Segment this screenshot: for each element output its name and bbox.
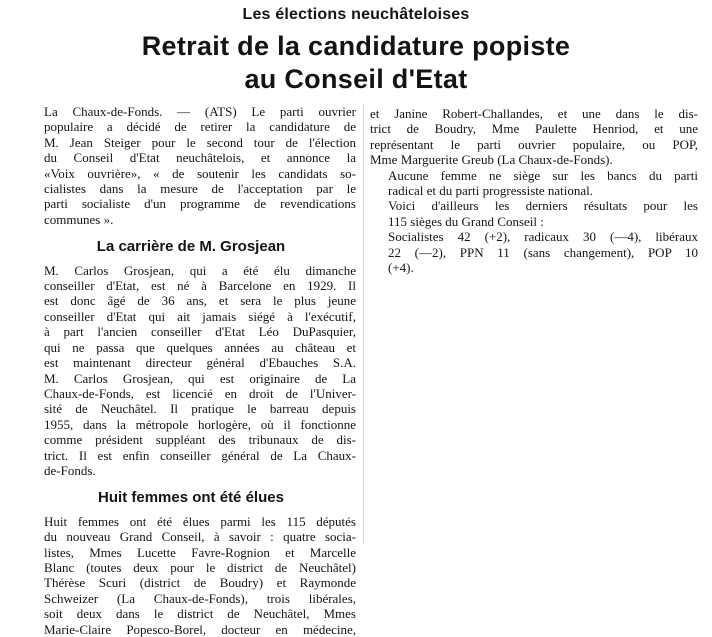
text-line: conseiller d'Etat qui ait jamais siégé à l'exécutif,: [44, 308, 356, 324]
text-line: Mme Marguerite Greub (La Chaux-de-Fonds).: [370, 152, 613, 168]
text-line: représentant le parti ouvrier populaire, ou POP,: [370, 136, 698, 152]
text-line: populaire a décidé de retirer la candidature de: [44, 119, 356, 135]
right-column: [370, 106, 698, 275]
text-line: est donc âgé de 36 ans, et sera le plus jeune: [44, 293, 356, 309]
text-line: «Voix ouvrière», « de soutenir les candidats so-: [44, 165, 356, 181]
career-paragraph: [26, 263, 356, 479]
headline-line-1: Retrait de la candidature popiste: [141, 31, 571, 61]
text-line: Thérèse Scuri (district de Boudry) et Raymonde: [44, 575, 356, 591]
text-line: qui ne passa que quelques années au château et: [44, 339, 356, 355]
text-line: et Janine Robert-Challandes, et une dans le dis-: [370, 106, 698, 121]
kicker: Les élections neuchâteloises: [242, 6, 470, 23]
intro-paragraph: [26, 104, 356, 227]
continuation-paragraph: [370, 106, 698, 168]
text-line: de-Fonds.: [44, 462, 96, 478]
text-line: comme président suppléant des tribunaux de dis-: [44, 432, 356, 448]
text-line: Blanc (toutes deux pour le district de Neuchâtel): [44, 559, 356, 575]
text-line: Huit femmes ont été élues parmi les 115 députés: [44, 513, 356, 529]
section-heading-career: La carrière de M. Grosjean: [96, 238, 286, 256]
text-line: M. Jean Steiger pour le second tour de l'élection: [44, 134, 356, 150]
women-paragraph: [26, 514, 356, 637]
text-line: parti socialiste d'un programme de revendications: [44, 196, 356, 212]
text-line: sité de Neuchâtel. Il pratique le barreau depuis: [44, 401, 356, 417]
text-line: du nouveau Grand Conseil, à savoir : quatre socia-: [44, 529, 356, 545]
column-divider: [363, 104, 364, 544]
text-line: Chaux-de-Fonds, est licencié en droit de l'Univer-: [44, 385, 356, 401]
text-line: 115 sièges du Grand Conseil :: [388, 213, 544, 229]
text-line: Voici d'ailleurs les derniers résultats pour les: [388, 198, 698, 214]
text-line: La Chaux-de-Fonds. — (ATS) Le parti ouvrier: [44, 104, 356, 119]
text-line: 1955, dans la métropole horlogère, où il fonctionne: [44, 416, 356, 432]
results-intro-paragraph: [370, 198, 698, 229]
text-line: radical et du parti progressiste national.: [388, 183, 594, 199]
results-paragraph: [370, 229, 698, 275]
text-line: 22 (—2), PPN 11 (sans changement), POP 10: [388, 244, 698, 260]
text-line: trict de Boudry, Mme Paulette Henriod, et une: [370, 121, 698, 137]
text-line: soit deux dans le district de Neuchâtel, Mmes: [44, 606, 356, 622]
section-heading-women: Huit femmes ont été élues: [98, 489, 284, 507]
headline: [0, 30, 712, 96]
text-line: Aucune femme ne siège sur les bancs du parti: [388, 167, 698, 183]
text-line: conseiller d'Etat, est né à Barcelone en 1929. Il: [44, 278, 356, 294]
text-line: cialistes dans la mesure de l'acceptation par le: [44, 181, 356, 197]
text-line: listes, Mmes Lucette Favre-Rognion et Marcelle: [44, 544, 356, 560]
text-line: à part l'ancien conseiller d'Etat Léo DuPasquier,: [44, 324, 356, 340]
text-line: Schweizer (La Chaux-de-Fonds), trois libérales,: [44, 590, 356, 606]
text-line: Marie-Claire Popesco-Borel, docteur en médecine,: [44, 621, 356, 637]
text-line: M. Carlos Grosjean, qui a été élu dimanche: [44, 262, 356, 278]
headline-line-2: au Conseil d'Etat: [244, 64, 468, 94]
text-line: trict. Il est enfin conseiller général de La Chaux-: [44, 447, 356, 463]
text-line: Socialistes 42 (+2), radicaux 30 (—4), libéraux: [388, 229, 698, 245]
text-line: (+4).: [388, 260, 414, 276]
text-line: est maintenant directeur général d'Ebauches S.A.: [44, 355, 356, 371]
text-line: du Conseil d'Etat neuchâtelois, et annonce la: [44, 150, 356, 166]
text-line: M. Carlos Grosjean, qui est originaire de La: [44, 370, 356, 386]
text-line: communes ».: [44, 211, 114, 227]
no-women-paragraph: [370, 168, 698, 199]
left-column: [26, 104, 356, 637]
